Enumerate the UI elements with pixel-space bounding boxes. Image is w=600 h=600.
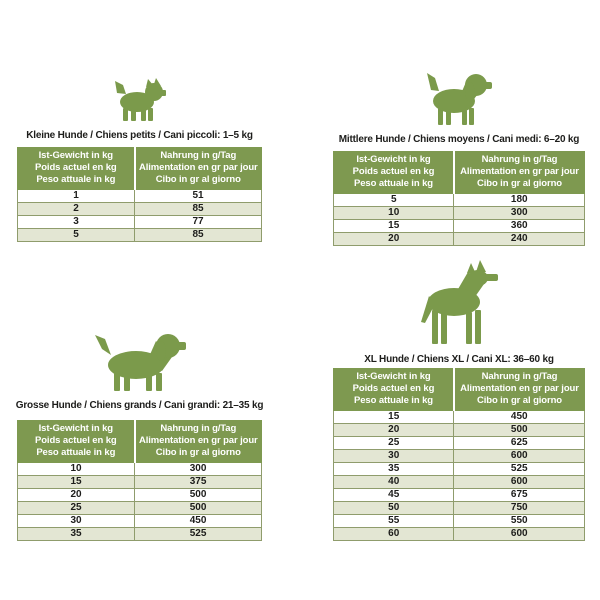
table-row [18,528,262,541]
table-row [334,194,585,207]
header-line-it: Cibo in gr al giorno [155,447,241,458]
header-row [18,148,262,190]
food-amount-cell: 675 [454,489,585,502]
weight-column-header [18,148,135,190]
food-amount-cell: 300 [454,207,585,220]
header-line-it: Peso attuale in kg [36,174,116,185]
weight-cell: 30 [334,450,454,463]
weight-cell: 15 [18,476,135,489]
table-row [334,476,585,489]
header-line-fr: Alimentation en gr par jour [138,162,258,173]
food-amount-cell: 525 [454,463,585,476]
weight-column-header [334,369,454,411]
food-amount-cell: 600 [454,528,585,541]
weight-cell: 20 [334,233,454,246]
large-dogs-feeding-table [17,420,262,541]
header-line-de: Ist-Gewicht in kg [356,371,431,382]
food-amount-cell: 550 [454,515,585,528]
header-line-de: Ist-Gewicht in kg [38,150,113,161]
food-amount-cell: 300 [135,463,262,476]
header-line-fr: Alimentation en gr par jour [460,166,579,177]
header-row [334,369,585,411]
large-dogs-title: Grosse Hunde / Chiens grands / Cani grandi: 21–35 kg [15,400,264,411]
weight-cell: 35 [334,463,454,476]
medium-dogs-title: Mittlere Hunde / Chiens moyens / Cani medi: 6–20 kg [338,134,580,145]
food-column-header [454,369,585,411]
table-row [18,489,262,502]
weight-cell: 3 [18,216,135,229]
weight-cell: 15 [334,411,454,424]
table-row [18,229,262,242]
header-line-it: Peso attuale in kg [353,395,433,406]
weight-cell: 15 [334,220,454,233]
table-body [18,190,262,242]
food-amount-cell: 450 [135,515,262,528]
table-row [18,515,262,528]
table-row [18,502,262,515]
food-amount-cell: 525 [135,528,262,541]
food-column-header [454,152,585,194]
food-amount-cell: 450 [454,411,585,424]
table-row [18,216,262,229]
weight-cell: 20 [334,424,454,437]
weight-cell: 1 [18,190,135,203]
medium-dogs-feeding-table [333,151,585,246]
weight-cell: 30 [18,515,135,528]
header-row [18,421,262,463]
table-row [334,220,585,233]
header-line-it: Peso attuale in kg [36,447,116,458]
weight-cell: 25 [334,437,454,450]
header-line-de: Nahrung in g/Tag [481,154,558,165]
food-column-header [135,148,262,190]
weight-cell: 10 [334,207,454,220]
header-line-fr: Poids actuel en kg [34,162,117,173]
header-line-fr: Poids actuel en kg [352,383,435,394]
table-row [334,437,585,450]
xl-dog-icon [414,260,504,346]
food-amount-cell: 600 [454,450,585,463]
food-amount-cell: 750 [454,502,585,515]
food-amount-cell: 85 [135,229,262,242]
header-line-de: Ist-Gewicht in kg [356,154,431,165]
header-line-fr: Alimentation en gr par jour [138,435,258,446]
header-line-it: Cibo in gr al giorno [476,395,563,406]
xl-dogs-feeding-table [333,368,585,541]
table-row [18,203,262,216]
table-row [334,411,585,424]
header-line-it: Peso attuale in kg [353,178,433,189]
weight-cell: 5 [18,229,135,242]
food-amount-cell: 625 [454,437,585,450]
weight-cell: 10 [18,463,135,476]
food-amount-cell: 51 [135,190,262,203]
table-row [334,207,585,220]
table-row [334,528,585,541]
table-row [334,450,585,463]
large-dog-icon [94,328,186,391]
table-body [334,194,585,246]
food-amount-cell: 600 [454,476,585,489]
header-line-de: Nahrung in g/Tag [481,371,558,382]
food-amount-cell: 240 [454,233,585,246]
header-line-de: Nahrung in g/Tag [160,423,237,434]
header-row [334,152,585,194]
weight-cell: 55 [334,515,454,528]
small-dogs-feeding-table [17,147,262,242]
table-row [334,502,585,515]
table-body [334,411,585,541]
medium-dogs-section [333,68,585,246]
weight-column-header [18,421,135,463]
food-amount-cell: 85 [135,203,262,216]
small-dog-icon [114,74,166,122]
weight-cell: 5 [334,194,454,207]
header-line-it: Cibo in gr al giorno [476,178,563,189]
weight-cell: 60 [334,528,454,541]
weight-cell: 20 [18,489,135,502]
table-row [334,515,585,528]
header-line-fr: Poids actuel en kg [34,435,117,446]
food-amount-cell: 500 [454,424,585,437]
small-dogs-section [17,74,262,242]
header-line-de: Ist-Gewicht in kg [38,423,113,434]
xl-dogs-section [333,260,585,541]
header-line-it: Cibo in gr al giorno [155,174,241,185]
food-amount-cell: 360 [454,220,585,233]
weight-cell: 45 [334,489,454,502]
weight-cell: 40 [334,476,454,489]
header-line-fr: Alimentation en gr par jour [460,383,579,394]
table-body [18,463,262,541]
weight-column-header [334,152,454,194]
header-line-fr: Poids actuel en kg [352,166,435,177]
medium-dog-icon [426,68,492,126]
food-amount-cell: 500 [135,502,262,515]
xl-dogs-title: XL Hunde / Chiens XL / Cani XL: 36–60 kg [364,354,554,365]
table-row [334,233,585,246]
table-row [334,424,585,437]
weight-cell: 35 [18,528,135,541]
weight-cell: 50 [334,502,454,515]
large-dogs-section [17,328,262,541]
weight-cell: 25 [18,502,135,515]
food-amount-cell: 77 [135,216,262,229]
table-row [18,190,262,203]
weight-cell: 2 [18,203,135,216]
food-amount-cell: 500 [135,489,262,502]
food-amount-cell: 375 [135,476,262,489]
header-line-de: Nahrung in g/Tag [160,150,237,161]
table-row [18,476,262,489]
table-row [334,489,585,502]
table-row [334,463,585,476]
food-column-header [135,421,262,463]
small-dogs-title: Kleine Hunde / Chiens petits / Cani piccoli: 1–5 kg [26,130,253,141]
food-amount-cell: 180 [454,194,585,207]
table-row [18,463,262,476]
